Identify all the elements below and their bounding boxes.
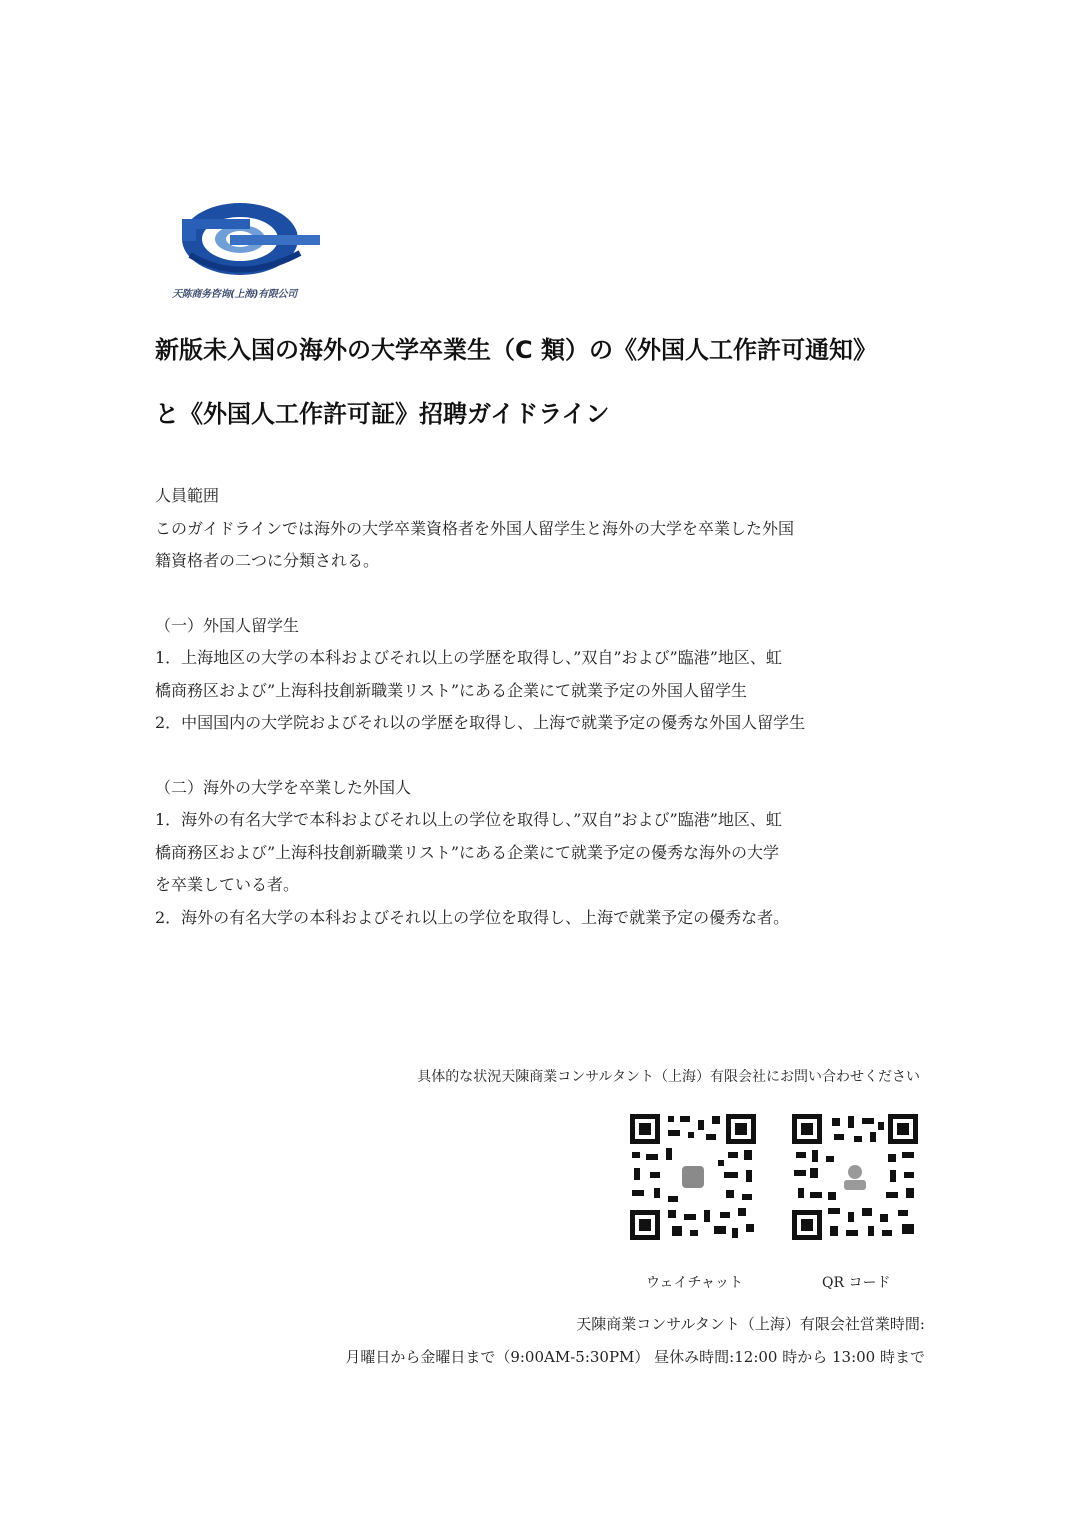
wechat-qr-code-icon[interactable] xyxy=(628,1112,758,1242)
intro-text: このガイドラインでは海外の大学卒業資格者を外国人留学生と海外の大学を卒業した外国 xyxy=(155,518,795,538)
list-item: 橋商務区および”上海科技創新職業リスト”にある企業にて就業予定の優秀な海外の大学 xyxy=(155,842,780,862)
qr-code-icon[interactable] xyxy=(790,1112,920,1242)
list-item: を卒業している者。 xyxy=(155,875,300,894)
section-heading-students: （一）外国人留学生 xyxy=(155,615,300,635)
list-item: 2．中国国内の大学院およびそれ以の学歴を取得し、上海で就業予定の優秀な外国人留学生 xyxy=(155,713,806,732)
intro-text: 籍資格者の二つに分類される。 xyxy=(155,551,380,570)
company-logo-icon xyxy=(160,195,340,287)
business-hours-title: 天陳商業コンサルタント（上海）有限会社営業時間: xyxy=(576,1315,925,1333)
company-logo-text: 天陈商务咨询(上海)有限公司 xyxy=(172,289,297,300)
business-hours-detail: 月曜日から金曜日まで（9:00AM-5:30PM） 昼休み時間:12:00 時から 13:00 時まで xyxy=(345,1348,925,1366)
list-item: 2．海外の有名大学の本科およびそれ以上の学位を取得し、上海で就業予定の優秀な者。 xyxy=(155,907,790,927)
list-item: 1．上海地区の大学の本科およびそれ以上の学歴を取得し、”双自”および”臨港”地区、虹 xyxy=(155,648,782,667)
list-item: 橋商務区および”上海科技創新職業リスト”にある企業にて就業予定の外国人留学生 xyxy=(155,680,748,700)
guideline-body xyxy=(155,480,930,934)
page-title-line-2: と《外国人工作許可証》招聘ガイドライン xyxy=(155,400,610,428)
page-title-line-1: 新版未入国の海外の大学卒業生（C 類）の《外国人工作許可通知》 xyxy=(155,336,877,364)
wechat-caption: ウェイチャット xyxy=(646,1275,744,1291)
company-logo xyxy=(160,195,340,305)
list-item: 1．海外の有名大学で本科およびそれ以上の学位を取得し、”双自”および”臨港”地区、虹 xyxy=(155,810,782,829)
qr-code-caption: QR コード xyxy=(822,1275,891,1291)
contact-note: 具体的な状況天陳商業コンサルタント（上海）有限会社にお問い合わせください xyxy=(417,1069,920,1085)
section-heading-graduates: （二）海外の大学を卒業した外国人 xyxy=(155,777,412,797)
scope-heading: 人員範囲 xyxy=(155,486,220,505)
